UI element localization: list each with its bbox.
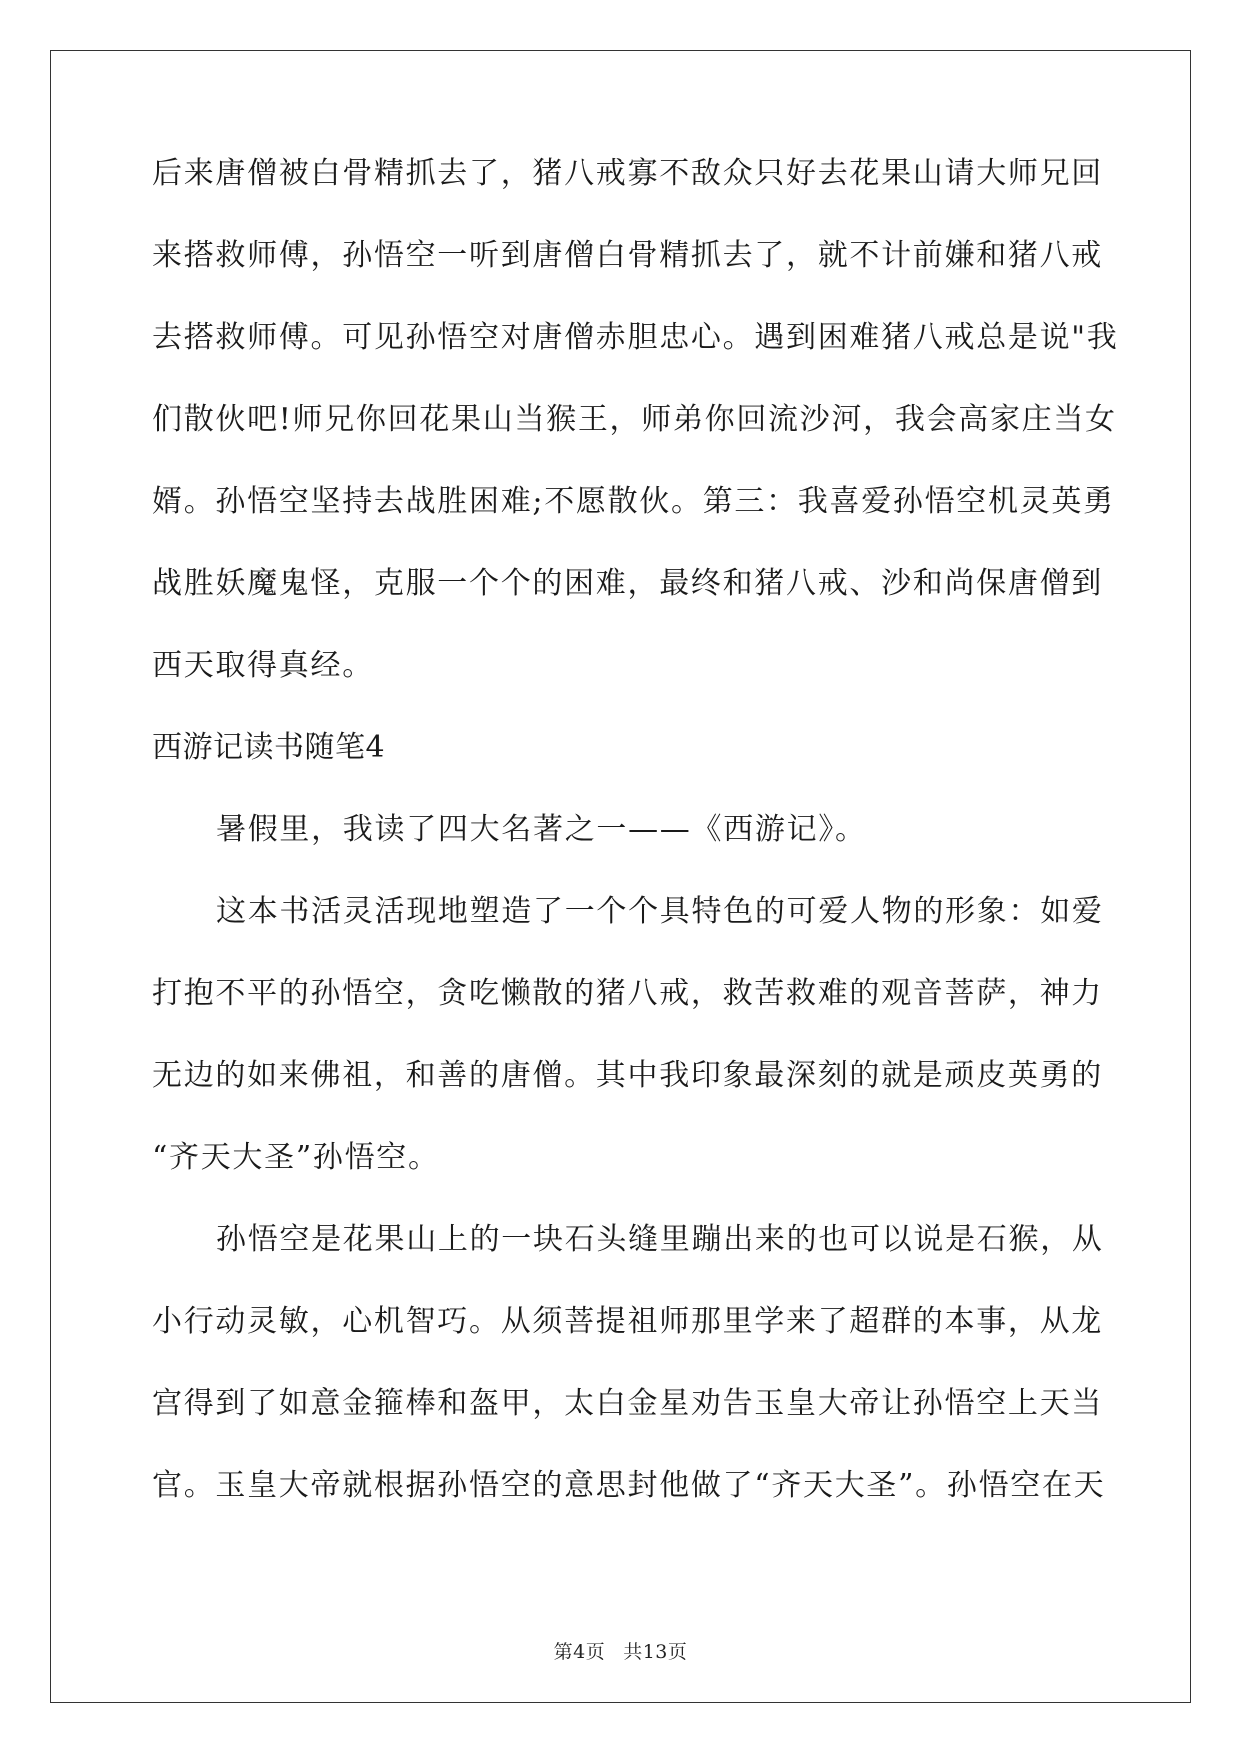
- paragraph-line: 孙悟空是花果山上的一块石头缝里蹦出来的也可以说是石猴，从: [216, 1222, 1104, 1257]
- paragraph-line: 去搭救师傅。可见孙悟空对唐僧赤胆忠心。遇到困难猪八戒总是说"我: [152, 320, 1119, 355]
- paragraph-line: 来搭救师傅，孙悟空一听到唐僧白骨精抓去了，就不计前嫌和猪八戒: [152, 238, 1103, 273]
- paragraph-line: 们散伙吧!师兄你回花果山当猴王，师弟你回流沙河，我会高家庄当女: [152, 402, 1117, 437]
- paragraph-line: “齐天大圣”孙悟空。: [152, 1140, 440, 1175]
- paragraph-line: 战胜妖魔鬼怪，克服一个个的困难，最终和猪八戒、沙和尚保唐僧到: [152, 566, 1103, 601]
- paragraph-line: 后来唐僧被白骨精抓去了，猪八戒寡不敌众只好去花果山请大师兄回: [152, 156, 1103, 191]
- paragraph-line: 西天取得真经。: [152, 648, 374, 683]
- page-total: 共13页: [623, 1641, 688, 1663]
- page-footer: [0, 1641, 1241, 1663]
- paragraph-line: 无边的如来佛祖，和善的唐僧。其中我印象最深刻的就是顽皮英勇的: [152, 1058, 1103, 1093]
- paragraph-line: 宫得到了如意金箍棒和盔甲，太白金星劝告玉皇大帝让孙悟空上天当: [152, 1386, 1103, 1421]
- paragraph-line: 小行动灵敏，心机智巧。从须菩提祖师那里学来了超群的本事，从龙: [152, 1304, 1103, 1339]
- paragraph-line: 这本书活灵活现地塑造了一个个具特色的可爱人物的形象：如爱: [216, 894, 1104, 929]
- paragraph-line: 暑假里，我读了四大名著之一——《西游记》。: [216, 812, 867, 847]
- paragraph-line: 打抱不平的孙悟空，贪吃懒散的猪八戒，救苦救难的观音菩萨，神力: [152, 976, 1103, 1011]
- section-heading: 西游记读书随笔4: [152, 730, 386, 765]
- paragraph-line: 婿。孙悟空坚持去战胜困难;不愿散伙。第三：我喜爱孙悟空机灵英勇: [152, 484, 1115, 519]
- document-body: [152, 156, 1119, 1551]
- paragraph-line: 官。玉皇大帝就根据孙悟空的意思封他做了“齐天大圣”。孙悟空在天: [152, 1468, 1106, 1503]
- page-number: 第4页: [553, 1641, 606, 1663]
